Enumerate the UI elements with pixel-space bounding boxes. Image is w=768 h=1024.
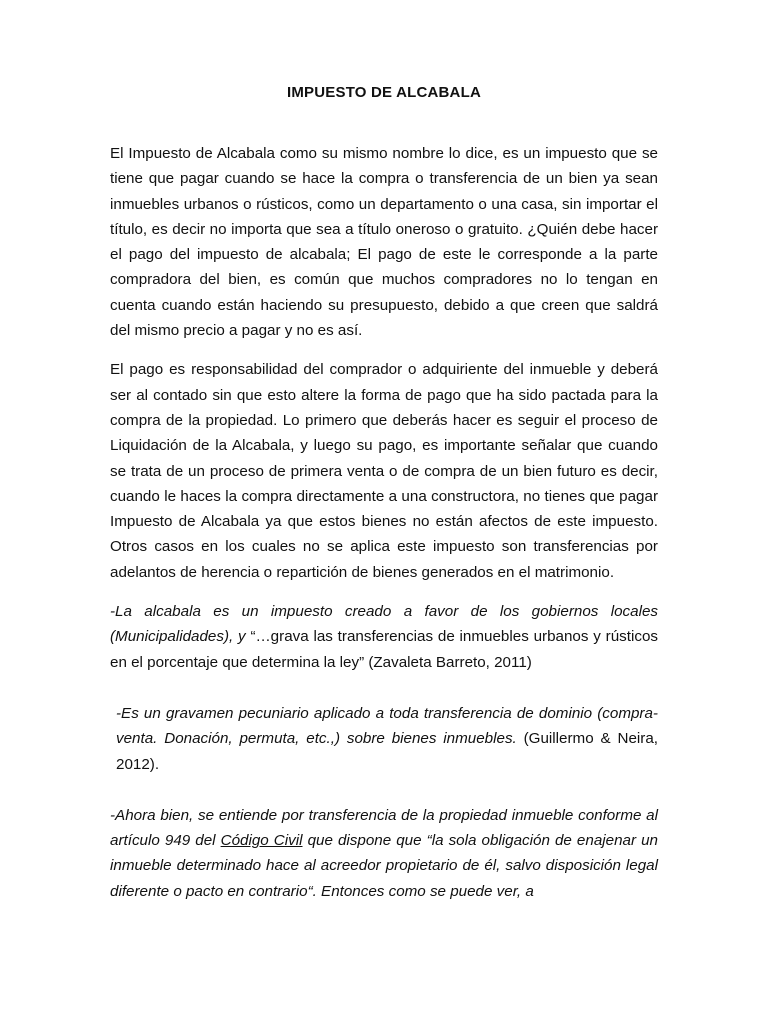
quote-gravamen-citation: (Guillermo & Neira, 2012). [116,730,659,773]
quote-civil-code-italic-a: -Ahora bien, se entiende por transferencia de la propiedad inmueble conforme al artículo 949 del [110,806,658,850]
civil-code-link[interactable]: Código Civil [220,832,303,850]
paragraph-payment: El pago es responsabilidad del comprador o adquiriente del inmueble y deberá ser al contado sin que esto altere la forma de pago que ha sido pactada para la compra de la propiedad. Lo primero que deberás hacer es seguir el proceso de Liquidación de la Alcabala, y luego su pago, es importante señalar que cuando se trata de un proceso de primera venta o de compra de un bien futuro es decir, cuando le haces la compra directamente a una constructora, no tienes que pagar Impuesto de Alcabala ya que estos bienes no están afectos de este impuesto. Otros casos en los cuales no se aplica este impuesto son transferencias por adelantos de herencia o repartición de bienes generados en el matrimonio. [110,361,658,581]
quote-gravamen-italic: -Es un gravamen pecuniario aplicado a toda transferencia de dominio (compra-venta. Donación, permuta, etc.,) sobre bienes inmuebles. [116,704,658,748]
quote-civil-code-italic-b: que dispone que “la sola obligación de enajenar un inmueble determinado hace al acreedor propietario de él, salvo disposición legal diferente o pacto en contrario“. Entonces como se puede ver, a [110,832,658,900]
quote-municipal-tax-citation: “…grava las transferencias de inmuebles urbanos y rústicos en el porcentaje que determina la ley” (Zavaleta Barreto, 2011) [110,628,658,671]
quote-municipal-tax-italic: -La alcabala es un impuesto creado a favor de los gobiernos locales (Municipalidades), y [110,603,658,646]
quote-municipal-tax [110,599,658,675]
quote-civil-code [110,803,658,904]
document-title: IMPUESTO DE ALCABALA [286,84,481,101]
document-page [110,84,658,904]
quote-gravamen [110,701,658,777]
paragraph-intro: El Impuesto de Alcabala como su mismo nombre lo dice, es un impuesto que se tiene que pagar cuando se hace la compra o transferencia de un bien ya sean inmuebles urbanos o rústicos, como un departamento o una casa, sin importar el título, es decir no importa que sea a título oneroso o gratuito. ¿Quién debe hacer el pago del impuesto de alcabala; El pago de este le corresponde a la parte compradora del bien, es común que muchos compradores no lo tengan en cuenta cuando están haciendo su presupuesto, debido a que creen que saldrá del mismo precio a pagar y no es así. [110,145,658,340]
